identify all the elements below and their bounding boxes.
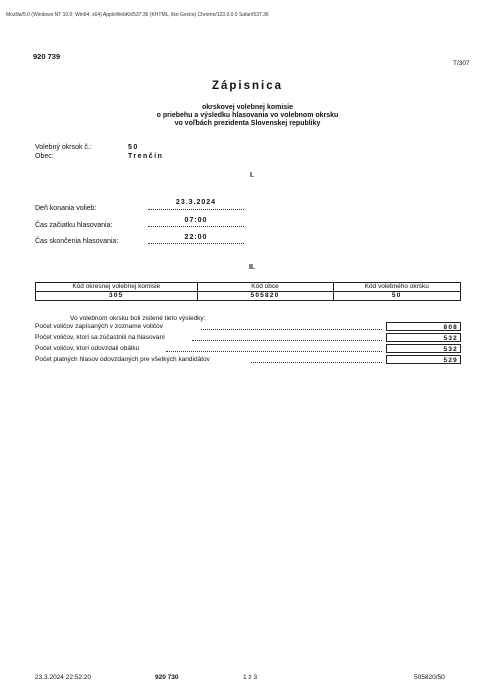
- document-number: 920 739: [33, 52, 61, 61]
- voting-end-label: Čas skončenia hlasovania:: [35, 238, 119, 245]
- result-value: 532: [386, 333, 461, 342]
- browser-header-text: Mozilla/5.0 (Windows NT 10.0; Win64; x64) AppleWebKit/537.36 (KHTML, like Gecko) Chrome/123.0.0.0 Safari/537.36: [6, 12, 269, 18]
- codes-header-row: [36, 283, 461, 292]
- form-code: T/307: [453, 60, 470, 67]
- codes-header-cell: Kód obce: [197, 283, 333, 292]
- codes-header-cell: Kód volebného okrsku: [333, 283, 461, 292]
- result-value: 808: [386, 322, 461, 331]
- leader-dots: [251, 362, 382, 363]
- voting-start-label: Čas začiatku hlasovania:: [35, 222, 113, 229]
- municipality-label: Obec:: [35, 153, 54, 160]
- document-title: Zápisnica: [211, 80, 284, 92]
- election-day-value: 23.3.2024: [175, 199, 217, 206]
- section-2-heading: II.: [249, 264, 255, 271]
- district-value: 50: [128, 144, 139, 151]
- voting-end-value: 22:00: [184, 234, 208, 241]
- codes-header-cell: Kód okresnej volebnej komisie: [36, 283, 198, 292]
- footer-reference: 505820/50: [414, 674, 445, 681]
- leader-dots: [192, 340, 382, 341]
- codes-value-cell: 505820: [197, 292, 333, 301]
- election-day-field: [148, 199, 244, 206]
- result-row: [35, 333, 461, 343]
- codes-value-row: [36, 292, 461, 301]
- result-label: Počet voličov, ktorí sa zúčastnili na hlasovaní: [35, 334, 165, 341]
- voting-start-value: 07:00: [184, 217, 208, 224]
- footer-document-number: 920 730: [155, 674, 179, 681]
- section-1-heading: I.: [250, 172, 254, 179]
- result-row: [35, 355, 461, 365]
- footer-timestamp: 23.3.2024 22:52:20: [35, 674, 92, 681]
- results-intro: Vo volebnom okrsku boli zistené tieto výsledky:: [70, 315, 206, 322]
- result-label: Počet voličov, ktorí odovzdali obálku: [35, 345, 140, 352]
- leader-dots: [201, 329, 382, 330]
- result-row: [35, 322, 461, 332]
- result-row: [35, 344, 461, 354]
- codes-value-cell: 305: [36, 292, 198, 301]
- subtitle-line-2: o priebehu a výsledku hlasovania vo volebnom okrsku: [156, 112, 339, 119]
- footer-page-number: 1 z 3: [243, 674, 258, 681]
- result-label: Počet voličov zapísaných v zozname voličov: [35, 323, 163, 330]
- subtitle-line-1: okrskovej volebnej komisie: [201, 104, 294, 111]
- voting-start-field: [148, 217, 244, 224]
- election-day-label: Deň konania volieb:: [35, 205, 97, 212]
- subtitle-line-3: vo voľbách prezidenta Slovenskej republiky: [174, 120, 321, 127]
- municipality-value: Trenčín: [128, 153, 164, 160]
- district-label: Volebný okrsok č.:: [35, 144, 92, 151]
- result-value: 532: [386, 344, 461, 353]
- codes-table: [35, 282, 461, 301]
- result-value: 529: [386, 355, 461, 364]
- codes-value-cell: 50: [333, 292, 461, 301]
- voting-end-field: [148, 234, 244, 241]
- result-label: Počet platných hlasov odovzdaných pre všetkých kandidátov: [35, 356, 210, 363]
- leader-dots: [166, 351, 382, 352]
